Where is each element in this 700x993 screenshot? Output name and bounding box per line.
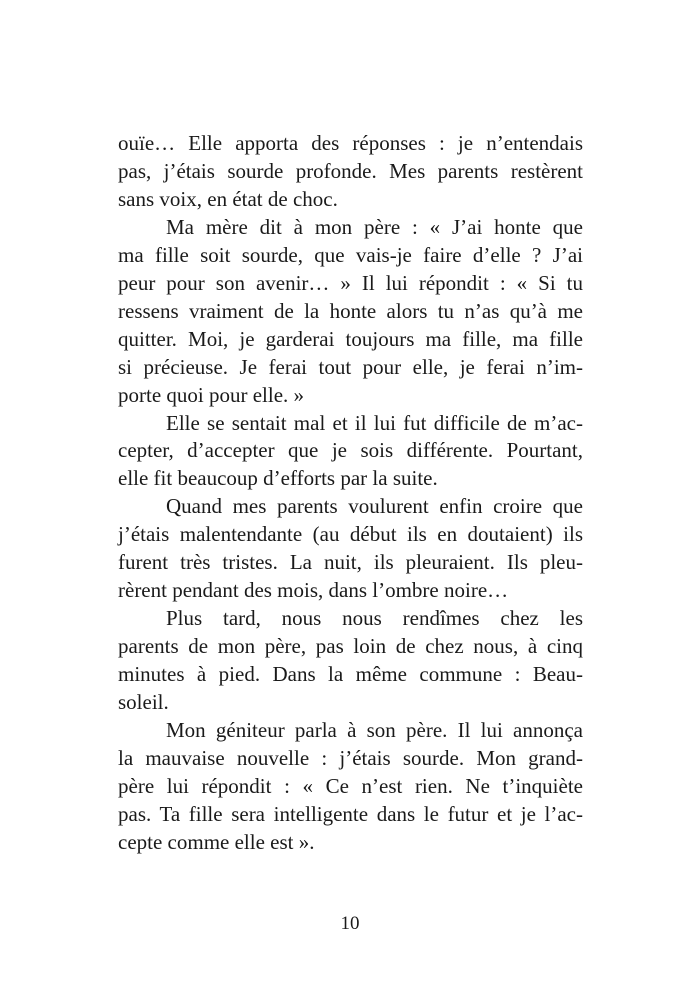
- text-line: quitter. Moi, je garderai toujours ma fille, ma fille: [118, 326, 583, 351]
- text-line: cepter, d’accepter que je sois différente. Pourtant,: [118, 438, 583, 463]
- text-line: soleil.: [118, 690, 169, 715]
- text-line: Elle se sentait mal et il lui fut difficile de m’ac-: [166, 410, 583, 435]
- text-line: cepte comme elle est ».: [118, 829, 315, 854]
- text-line: Quand mes parents voulurent enfin croire que: [166, 494, 583, 519]
- text-line: sans voix, en état de choc.: [118, 186, 338, 211]
- text-line: Ma mère dit à mon père : « J’ai honte que: [166, 214, 583, 239]
- text-line: la mauvaise nouvelle : j’étais sourde. Mon grand-: [118, 745, 583, 770]
- text-line: pas. Ta fille sera intelligente dans le futur et je l’ac-: [118, 801, 583, 826]
- text-line: ressens vraiment de la honte alors tu n’as qu’à me: [118, 298, 583, 323]
- text-line: ouïe… Elle apporta des réponses : je n’entendais: [118, 131, 583, 155]
- text-line: pas, j’étais sourde profonde. Mes parents restèrent: [118, 158, 583, 183]
- text-line: rèrent pendant des mois, dans l’ombre noire…: [118, 578, 509, 603]
- text-line: Plus tard, nous nous rendîmes chez les: [166, 606, 583, 631]
- text-line: si précieuse. Je ferai tout pour elle, je ferai n’im-: [118, 354, 583, 379]
- text-line: elle fit beaucoup d’efforts par la suite.: [118, 466, 438, 491]
- text-line: peur pour son avenir… » Il lui répondit : « Si tu: [118, 270, 583, 295]
- text-line: parents de mon père, pas loin de chez nous, à cinq: [118, 634, 583, 659]
- text-line: Mon géniteur parla à son père. Il lui annonça: [166, 718, 583, 743]
- text-line: porte quoi pour elle. »: [118, 382, 305, 407]
- text-line: minutes à pied. Dans la même commune : Beau-: [118, 662, 583, 687]
- text-line: ma fille soit sourde, que vais-je faire d’elle ? J’ai: [118, 242, 583, 267]
- text-line: père lui répondit : « Ce n’est rien. Ne t’inquiète: [118, 773, 583, 798]
- body-text: [118, 130, 583, 857]
- page-number: 10: [340, 913, 360, 934]
- text-line: furent très tristes. La nuit, ils pleuraient. Ils pleu-: [118, 550, 583, 575]
- text-line: j’étais malentendante (au début ils en doutaient) ils: [118, 522, 583, 547]
